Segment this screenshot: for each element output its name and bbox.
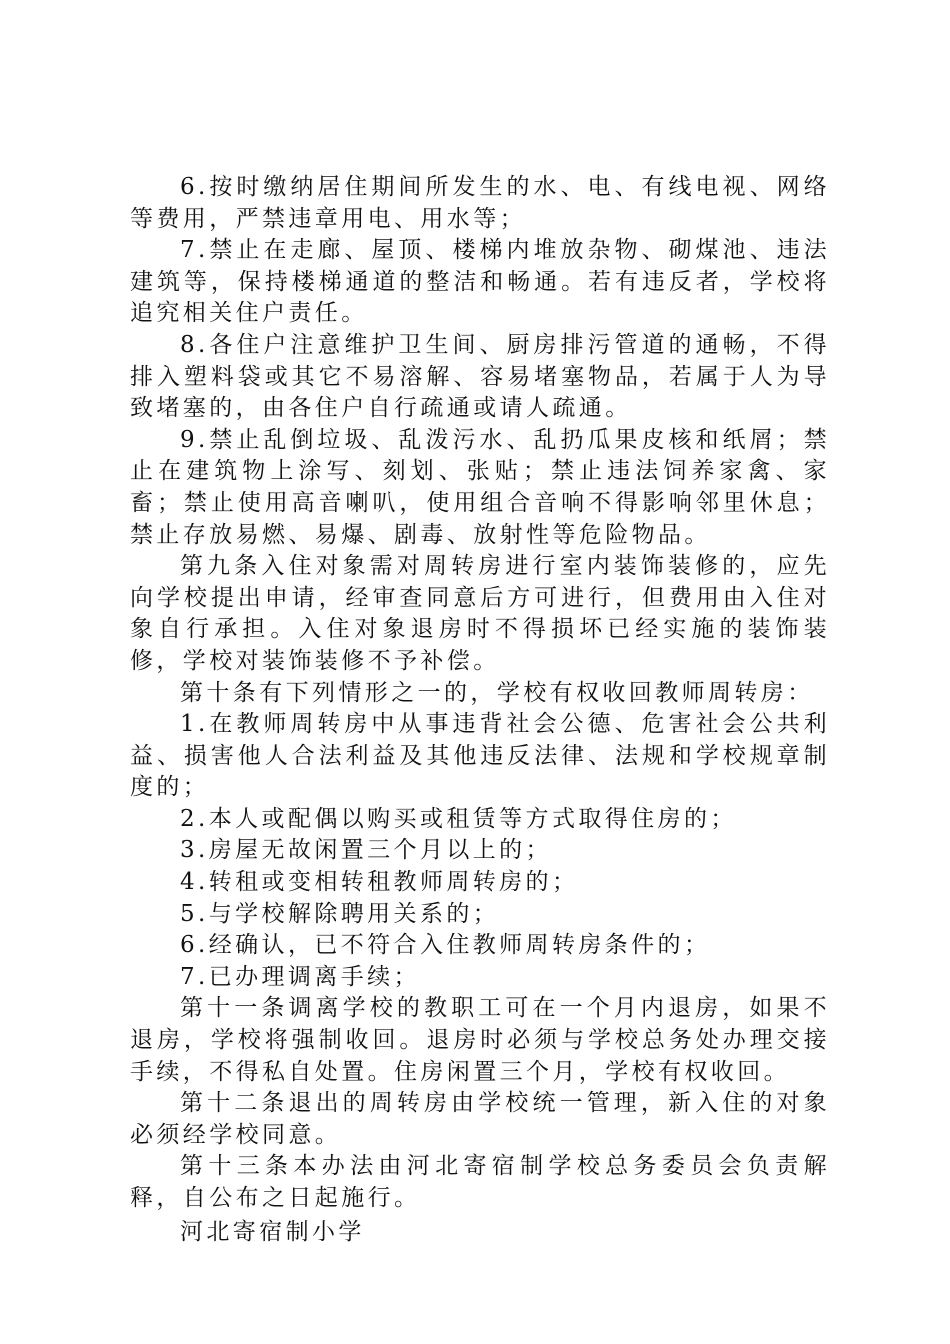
paragraph-article-10-item-7: 7.已办理调离手续； [180, 963, 420, 990]
paragraph-article-10: 第十条有下列情形之一的，学校有权收回教师周转房： [180, 679, 814, 706]
paragraph-article-10-item-3: 3.房屋无故闲置三个月以上的； [180, 837, 552, 864]
paragraph-article-11: 第十一条调离学校的教职工可在一个月内退房，如果不退房，学校将强制收回。退房时必须与学校总务处办理交接手续，不得私自处置。住房闲置三个月，学校有权收回。 [130, 995, 830, 1085]
paragraph-item-7-corridor-clutter: 7.禁止在走廊、屋顶、楼梯内堆放杂物、砌煤池、违法建筑等，保持楼梯通道的整洁和畅通。若有违反者，学校将追究相关住户责任。 [130, 237, 830, 327]
document-body [130, 172, 830, 1248]
paragraph-article-13: 第十三条本办法由河北寄宿制学校总务委员会负责解释，自公布之日起施行。 [130, 1153, 830, 1211]
paragraph-item-9-prohibitions: 9.禁止乱倒垃圾、乱泼污水、乱扔瓜果皮核和纸屑；禁止在建筑物上涂写、刻划、张贴；禁止违法饲养家禽、家畜；禁止使用高音喇叭，使用组合音响不得影响邻里休息；禁止存放易燃、易爆、剧毒、放射性等危险物品。 [130, 426, 830, 548]
paragraph-article-10-item-5: 5.与学校解除聘用关系的； [180, 900, 500, 927]
paragraph-item-6-utility-fees: 6.按时缴纳居住期间所发生的水、电、有线电视、网络等费用，严禁违章用电、用水等； [130, 174, 830, 232]
paragraph-article-10-item-6: 6.经确认，已不符合入住教师周转房条件的； [180, 932, 711, 959]
paragraph-item-8-drain-pipes: 8.各住户注意维护卫生间、厨房排污管道的通畅，不得排入塑料袋或其它不易溶解、容易堵塞物品，若属于人为导致堵塞的，由各住户自行疏通或请人疏通。 [130, 331, 830, 422]
paragraph-article-10-item-2: 2.本人或配偶以购买或租赁等方式取得住房的； [180, 805, 737, 832]
paragraph-article-10-item-4: 4.转租或变相转租教师周转房的； [180, 869, 579, 896]
paragraph-article-9: 第九条入住对象需对周转房进行室内装饰装修的，应先向学校提出申请，经审查同意后方可进行，但费用由入住对象自行承担。入住对象退房时不得损坏已经实施的装饰装修，学校对装饰装修不予补偿。 [130, 553, 830, 674]
paragraph-article-10-item-1: 1.在教师周转房中从事违背社会公德、危害社会公共利益、损害他人合法利益及其他违反法律、法规和学校规章制度的； [130, 711, 830, 801]
signature: 河北寄宿制小学 [180, 1218, 365, 1245]
paragraph-article-12: 第十二条退出的周转房由学校统一管理，新入住的对象必须经学校同意。 [130, 1090, 830, 1148]
